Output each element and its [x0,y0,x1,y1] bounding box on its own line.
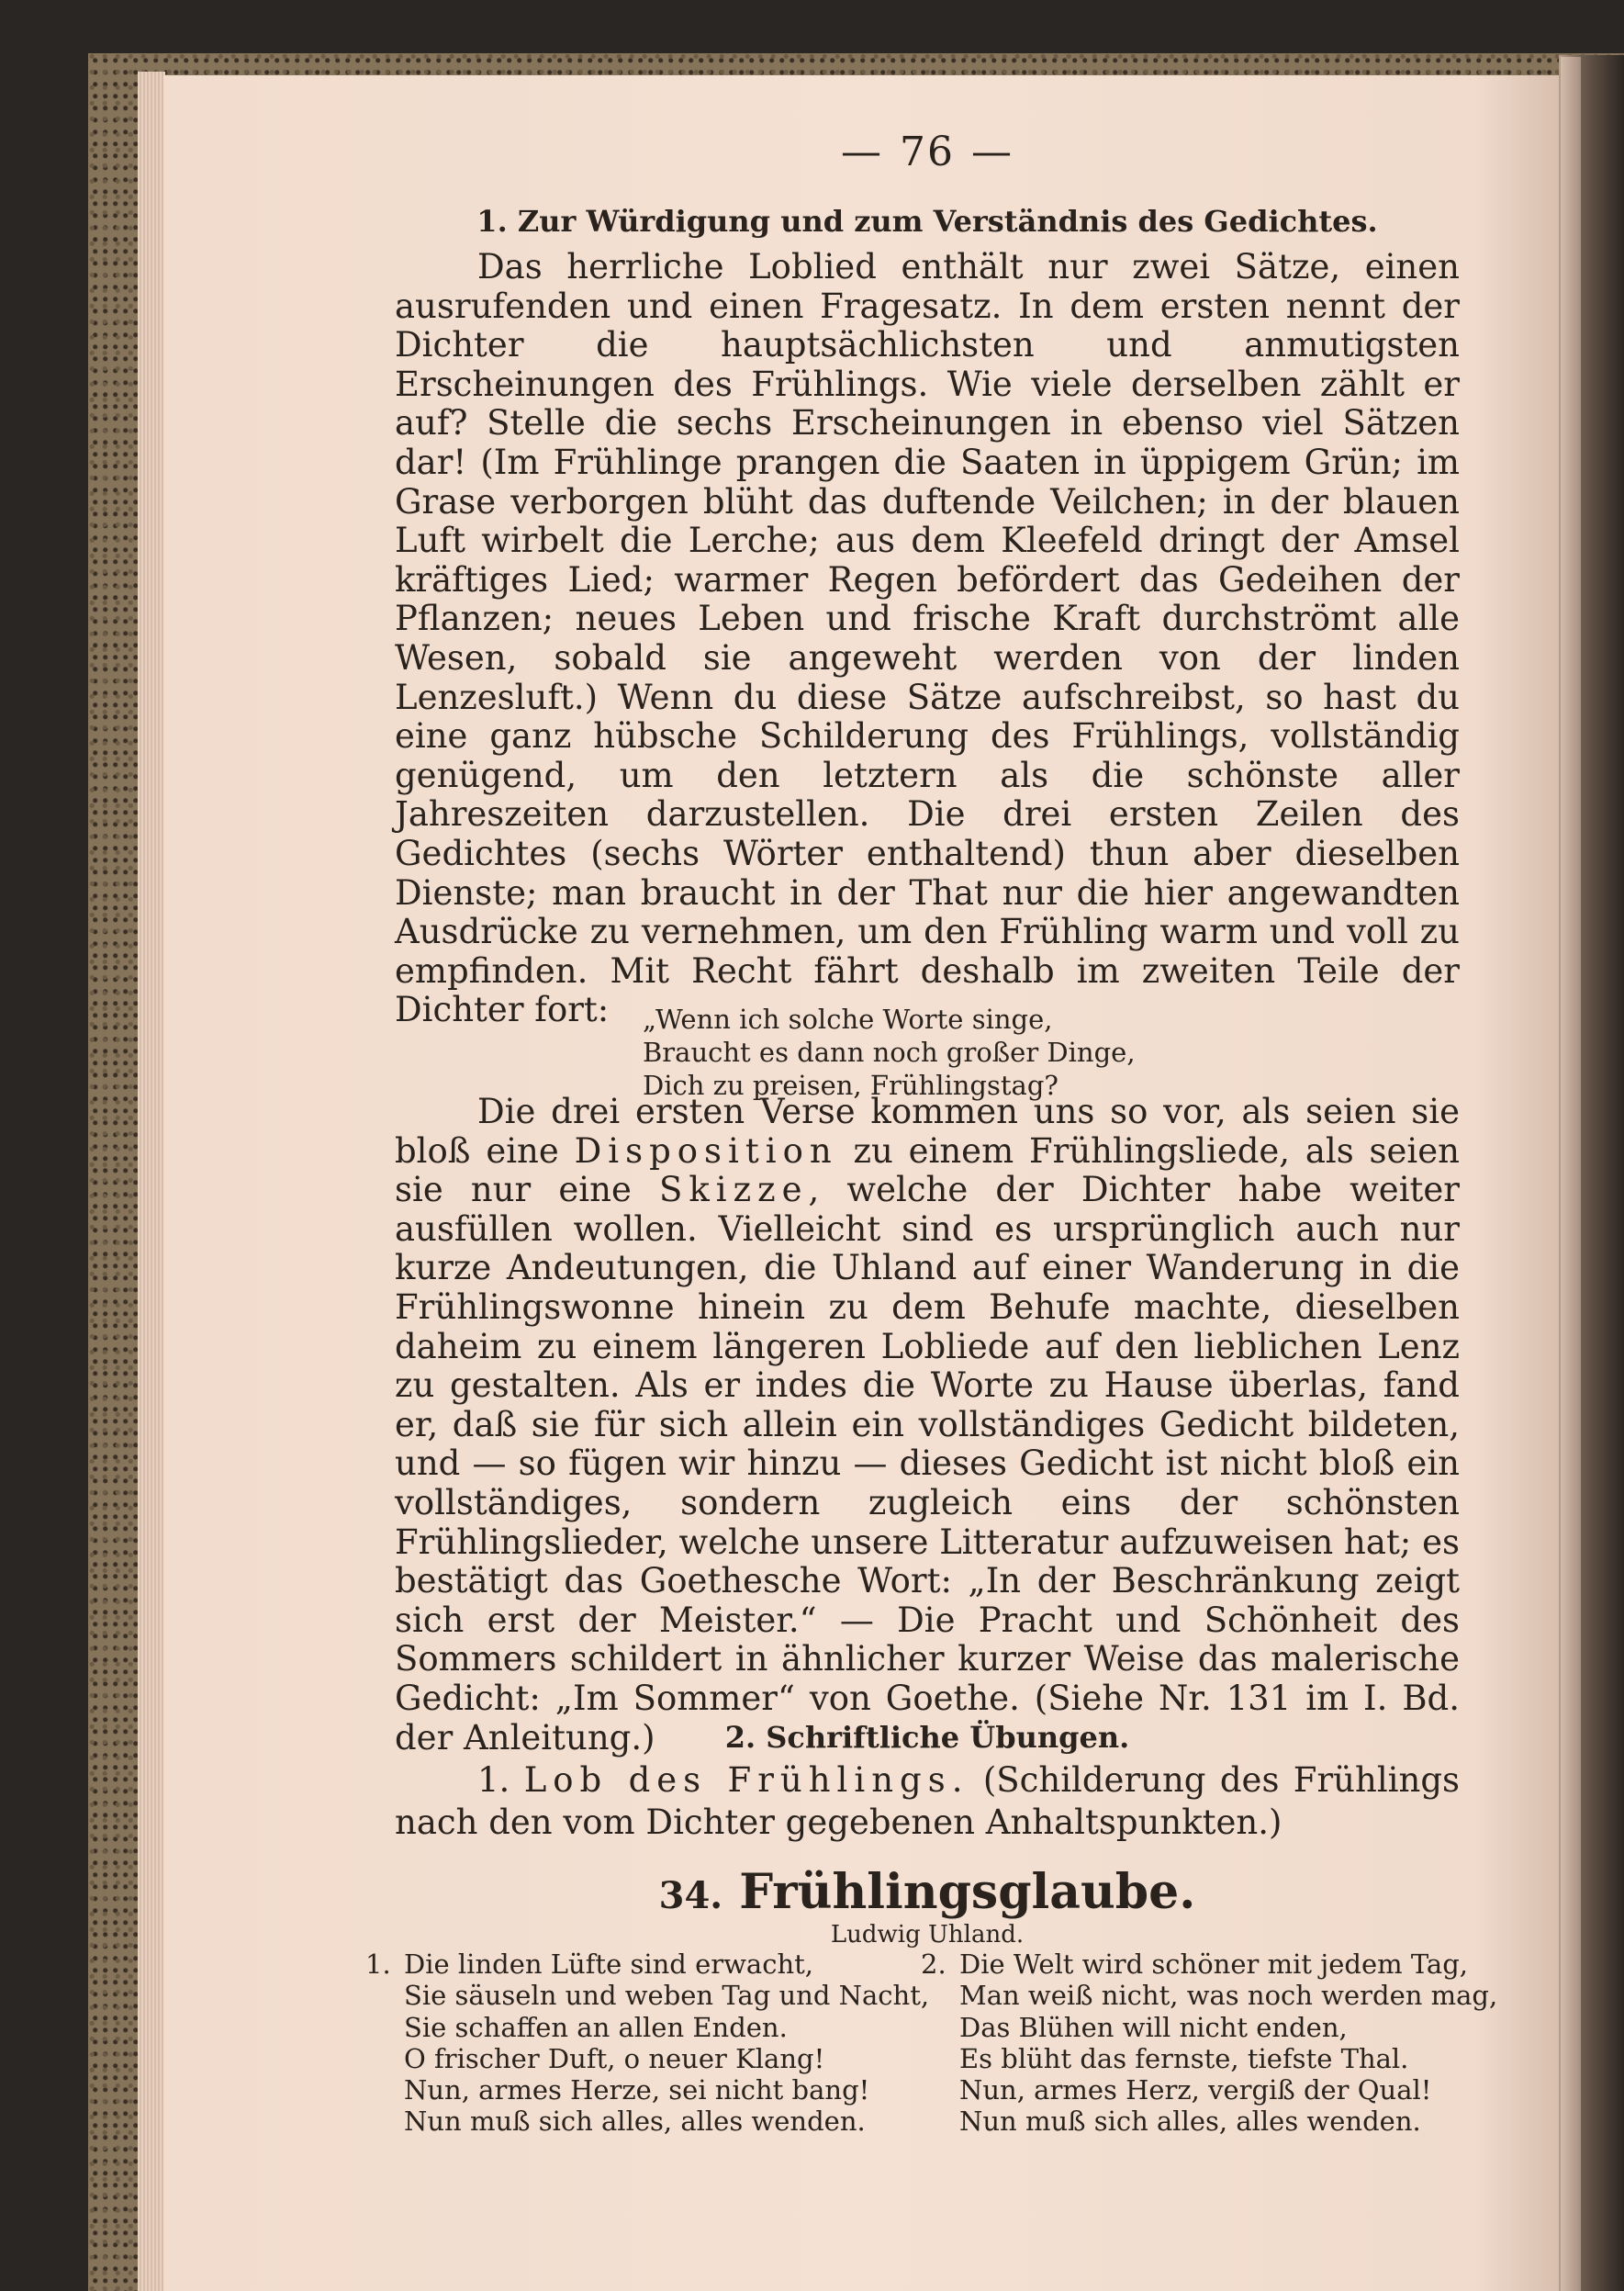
exercise-1 [395,1759,1460,1844]
exercise-description: (Schilderung des Frühlings nach den vom Dichter gegebenen Anhaltspunkten.) [395,1760,1460,1842]
stanza-line: Die Welt wird schöner mit jedem Tag, [959,1948,1468,1980]
stanza-line: Nun, armes Herze, sei nicht bang! [404,2074,870,2106]
paragraph-2-part-c: , welche der Dichter habe weiter ausfüllen wollen. Vielleicht sind es ursprünglich auch nur kurze Andeutungen, die Uhland auf einer Wanderung in die Frühlingswonne hinein zu dem Behufe machte, dieselben daheim zu einem längeren Lobliede auf den lieblichen Lenz zu gestalten. Als er indes die Worte zu Hause überlas, fand er, daß sie für sich allein ein vollständiges Gedicht bildeten, und — so fügen wir hinzu — dieses Gedicht ist nicht bloß ein vollständiges, sondern zugleich eins der schönsten Frühlingslieder, welche unsere Litteratur aufzuweisen hat; es bestätigt das Goethesche Wort: „In der Beschränkung zeigt sich erst der Meister.“ — Die Pracht und Schönheit des Sommers schildert in ähnlicher kurzer Weise das malerische Gedicht: „Im Sommer“ von Goethe. (Siehe Nr. 131 im I. Bd. der Anleitung.) [395,1170,1460,1758]
paragraph-1: Das herrliche Loblied enthält nur zwei Sätze, einen ausrufenden und einen Fragesatz. In dem ersten nennt der Dichter die hauptsächlichsten und anmutigsten Erscheinungen des Frühlings. Wie viele derselben zählt er auf? Stelle die sechs Erscheinungen in ebenso viel Sätzen dar! (Im Frühlinge prangen die Saaten in üppigem Grün; im Grase verborgen blüht das duftende Veilchen; in der blauen Luft wirbelt die Lerche; aus dem Kleefeld dringt der Amsel kräftiges Lied; warmer Regen befördert das Gedeihen der Pflanzen; neues Leben und frische Kraft durchströmt alle Wesen, sobald sie angeweht werden von der linden Lenzesluft.) Wenn du diese Sätze aufschreibst, so hast du eine ganz hübsche Schilderung des Frühlings, vollständig genügend, um den letztern als die schönste aller Jahreszeiten darzustellen. Die drei ersten Zeilen des Gedichtes (sechs Wörter enthaltend) thun aber dieselben Dienste; man braucht in der That nur die hier angewandten Ausdrücke zu vernehmen, um den Frühling warm und voll zu empfinden. Mit Recht fährt deshalb im zweiten Teile der Dichter fort: [395,247,1460,1030]
stanza-number: 2. [921,1948,946,1980]
stanza-line: Die linden Lüfte sind erwacht, [404,1948,814,1980]
stanza-1 [365,1948,930,2138]
stanza-line: Das Blühen will nicht enden, [959,2011,1348,2043]
stanza-line: Sie säuseln und weben Tag und Nacht, [404,1980,930,2012]
emphasis-disposition: Disposition [574,1130,838,1171]
stanza-line: Nun muß sich alles, alles wenden. [404,2106,866,2138]
paragraph-2-part-a: Die drei ersten Verse kommen uns so vor, als seien sie bloß eine [395,1092,1460,1171]
quote-line: Braucht es dann noch großer Dinge, [643,1037,1136,1068]
stanza-line: Sie schaffen an allen Enden. [404,2011,788,2043]
poem-author: Ludwig Uhland. [830,1921,1025,1948]
stanza-line: Man weiß nicht, was noch werden mag, [959,1980,1498,2012]
quoted-verse [643,1003,1285,1102]
poem-heading [395,1864,1460,1920]
quote-line: Dich zu preisen, Frühlingstag? [643,1070,1058,1101]
exercise-number: 1. [477,1760,524,1800]
facing-page-edge [1561,57,1581,2291]
page-number-value: 76 [900,129,955,175]
poem-title: Frühlingsglaube. [739,1864,1196,1920]
stanza-line: Es blüht das fernste, tiefste Thal. [959,2042,1409,2074]
stanza-number: 1. [365,1948,391,1980]
stanza-2 [921,1948,1498,2138]
stanza-line: O frischer Duft, o neuer Klang! [404,2042,825,2074]
page-stack-edge [138,72,165,2291]
emphasis-skizze: Skizze [659,1170,809,1210]
quote-line: „Wenn ich solche Worte singe, [643,1004,1053,1035]
poem-number: 34. [658,1874,723,1917]
section-2-heading: 2. Schriftliche Übungen. [724,1720,1130,1755]
page-number: — 76 — [841,129,1014,175]
stanza-line: Nun, armes Herz, vergiß der Qual! [959,2074,1432,2106]
paragraph-2-part-b: zu einem Frühlingsliede, als seien sie nur eine [395,1130,1460,1210]
section-1-heading: 1. Zur Würdigung und zum Verständnis des Gedichtes. [476,204,1378,239]
paragraph-2 [395,1093,1460,1758]
stanza-line: Nun muß sich alles, alles wenden. [959,2106,1421,2138]
exercise-title: Lob des Frühlings. [523,1760,969,1800]
